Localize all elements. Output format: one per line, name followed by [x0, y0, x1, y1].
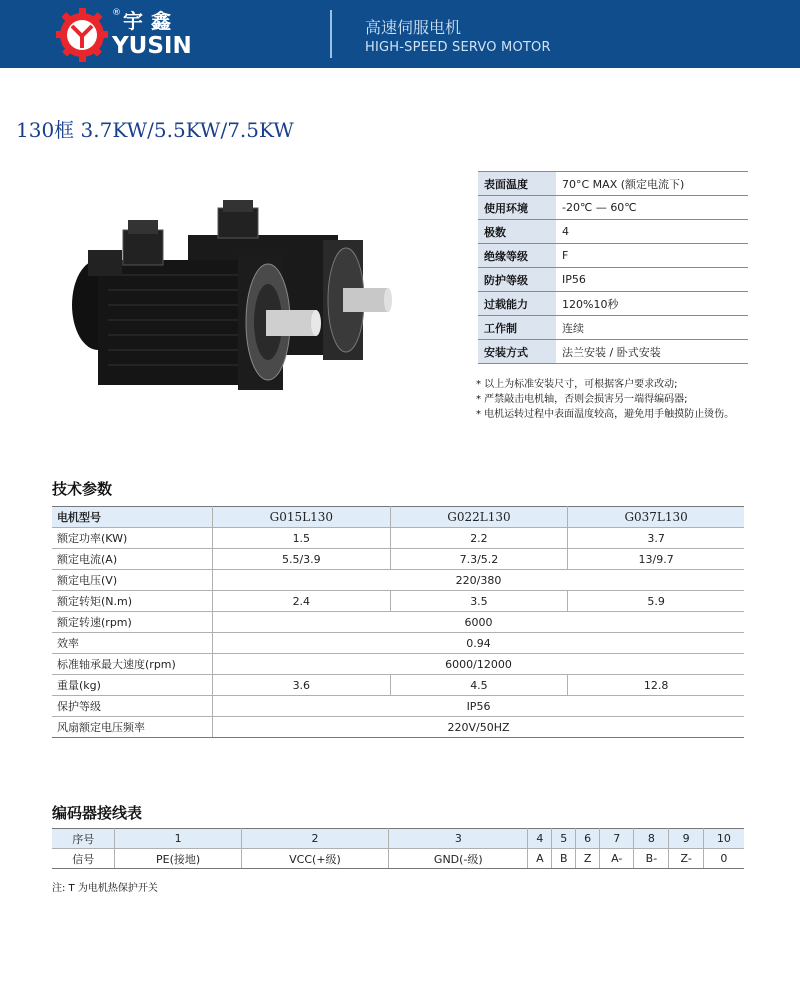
- encoder-cell: 7: [600, 829, 634, 849]
- tech-row: [52, 591, 744, 612]
- param-value-merged: IP56: [213, 696, 745, 717]
- note-line: * 严禁敲击电机轴，否则会损害另一端得编码器;: [476, 394, 688, 405]
- param-label: 风扇额定电压频率: [52, 717, 213, 738]
- spec-key: 安装方式: [478, 340, 556, 364]
- encoder-cell: 0: [703, 849, 744, 869]
- encoder-cell: 9: [669, 829, 703, 849]
- param-value: 3.7: [568, 528, 744, 549]
- model-header: G015L130: [213, 507, 391, 528]
- encoder-cell: B: [552, 849, 576, 869]
- spec-key: 绝缘等级: [478, 244, 556, 268]
- spec-row: [478, 340, 748, 364]
- encoder-cell: 2: [241, 829, 388, 849]
- model-header: G022L130: [390, 507, 568, 528]
- header-title-cn: 高速伺服电机: [365, 18, 462, 37]
- spec-table: [478, 171, 748, 364]
- registered-mark: ®: [112, 8, 121, 18]
- param-value: 3.5: [390, 591, 568, 612]
- encoder-cell: 8: [634, 829, 669, 849]
- header-banner: [0, 0, 800, 68]
- tech-row: [52, 696, 744, 717]
- param-value-merged: 6000/12000: [213, 654, 745, 675]
- encoder-cell: A: [528, 849, 552, 869]
- tech-row: [52, 633, 744, 654]
- encoder-cell: B-: [634, 849, 669, 869]
- param-value: 1.5: [213, 528, 391, 549]
- param-value: 2.2: [390, 528, 568, 549]
- spec-row: [478, 220, 748, 244]
- encoder-cell: Z: [576, 849, 600, 869]
- encoder-cell: 4: [528, 829, 552, 849]
- spec-value: 法兰安装 / 卧式安装: [556, 340, 748, 364]
- spec-key: 防护等级: [478, 268, 556, 292]
- param-label: 额定功率(KW): [52, 528, 213, 549]
- param-value-merged: 6000: [213, 612, 745, 633]
- encoder-cell: VCC(+级): [241, 849, 388, 869]
- param-value-merged: 0.94: [213, 633, 745, 654]
- encoder-cell: 5: [552, 829, 576, 849]
- param-label: 额定电流(A): [52, 549, 213, 570]
- spec-key: 工作制: [478, 316, 556, 340]
- footnote: 注: T 为电机热保护开关: [52, 883, 158, 894]
- encoder-wiring-table: [52, 828, 744, 869]
- param-value: 5.9: [568, 591, 744, 612]
- param-label: 额定转矩(N.m): [52, 591, 213, 612]
- spec-value: 70°C MAX (额定电流下): [556, 172, 748, 196]
- param-label: 效率: [52, 633, 213, 654]
- header-title-en: HIGH-SPEED SERVO MOTOR: [365, 40, 551, 55]
- param-label: 标准轴承最大速度(rpm): [52, 654, 213, 675]
- spec-key: 使用环境: [478, 196, 556, 220]
- tech-row: [52, 612, 744, 633]
- param-label: 重量(kg): [52, 675, 213, 696]
- encoder-cell: Z-: [669, 849, 703, 869]
- spec-row: [478, 316, 748, 340]
- spec-row: [478, 196, 748, 220]
- spec-value: IP56: [556, 268, 748, 292]
- model-label-header: 电机型号: [52, 507, 213, 528]
- encoder-signal-row: [52, 849, 744, 869]
- spec-row: [478, 268, 748, 292]
- tech-row: [52, 570, 744, 591]
- param-value: 3.6: [213, 675, 391, 696]
- brand-name-en: YUSIN: [112, 33, 192, 59]
- param-value: 2.4: [213, 591, 391, 612]
- spec-key: 极数: [478, 220, 556, 244]
- spec-key: 过载能力: [478, 292, 556, 316]
- tech-row: [52, 549, 744, 570]
- encoder-cell: 6: [576, 829, 600, 849]
- tech-param-table: [52, 506, 744, 738]
- spec-value: -20℃ — 60℃: [556, 196, 748, 220]
- spec-row: [478, 172, 748, 196]
- spec-value: 连续: [556, 316, 748, 340]
- frame-title: 130框 3.7KW/5.5KW/7.5KW: [16, 118, 294, 142]
- param-value: 13/9.7: [568, 549, 744, 570]
- encoder-row-label: 信号: [52, 849, 115, 869]
- tech-row: [52, 654, 744, 675]
- param-value-merged: 220/380: [213, 570, 745, 591]
- param-value: 7.3/5.2: [390, 549, 568, 570]
- encoder-cell: A-: [600, 849, 634, 869]
- param-value: 5.5/3.9: [213, 549, 391, 570]
- spec-row: [478, 292, 748, 316]
- encoder-cell: 3: [389, 829, 528, 849]
- tech-row: [52, 528, 744, 549]
- spec-value: 120%10秒: [556, 292, 748, 316]
- param-value: 4.5: [390, 675, 568, 696]
- model-header: G037L130: [568, 507, 744, 528]
- servo-motor-image: [68, 200, 398, 400]
- param-label: 额定电压(V): [52, 570, 213, 591]
- param-value-merged: 220V/50HZ: [213, 717, 745, 738]
- param-label: 保护等级: [52, 696, 213, 717]
- encoder-cell: 10: [703, 829, 744, 849]
- notes: [476, 377, 734, 422]
- note-line: * 电机运转过程中表面温度较高，避免用手触摸防止烫伤。: [476, 409, 735, 420]
- tech-section-title: 技术参数: [52, 480, 113, 498]
- encoder-index-row: [52, 829, 744, 849]
- tech-row: [52, 717, 744, 738]
- tech-header-row: [52, 507, 744, 528]
- spec-key: 表面温度: [478, 172, 556, 196]
- encoder-cell: PE(接地): [115, 849, 241, 869]
- tech-row: [52, 675, 744, 696]
- note-line: * 以上为标准安装尺寸，可根据客户要求改动;: [476, 379, 678, 390]
- spec-row: [478, 244, 748, 268]
- spec-value: F: [556, 244, 748, 268]
- encoder-section-title: 编码器接线表: [52, 804, 143, 822]
- spec-value: 4: [556, 220, 748, 244]
- brand-name-cn: 宇鑫: [123, 9, 179, 33]
- encoder-cell: 1: [115, 829, 241, 849]
- param-value: 12.8: [568, 675, 744, 696]
- encoder-cell: GND(-级): [389, 849, 528, 869]
- header-divider: [330, 10, 332, 58]
- param-label: 额定转速(rpm): [52, 612, 213, 633]
- gear-logo-icon: [52, 6, 114, 62]
- encoder-row-label: 序号: [52, 829, 115, 849]
